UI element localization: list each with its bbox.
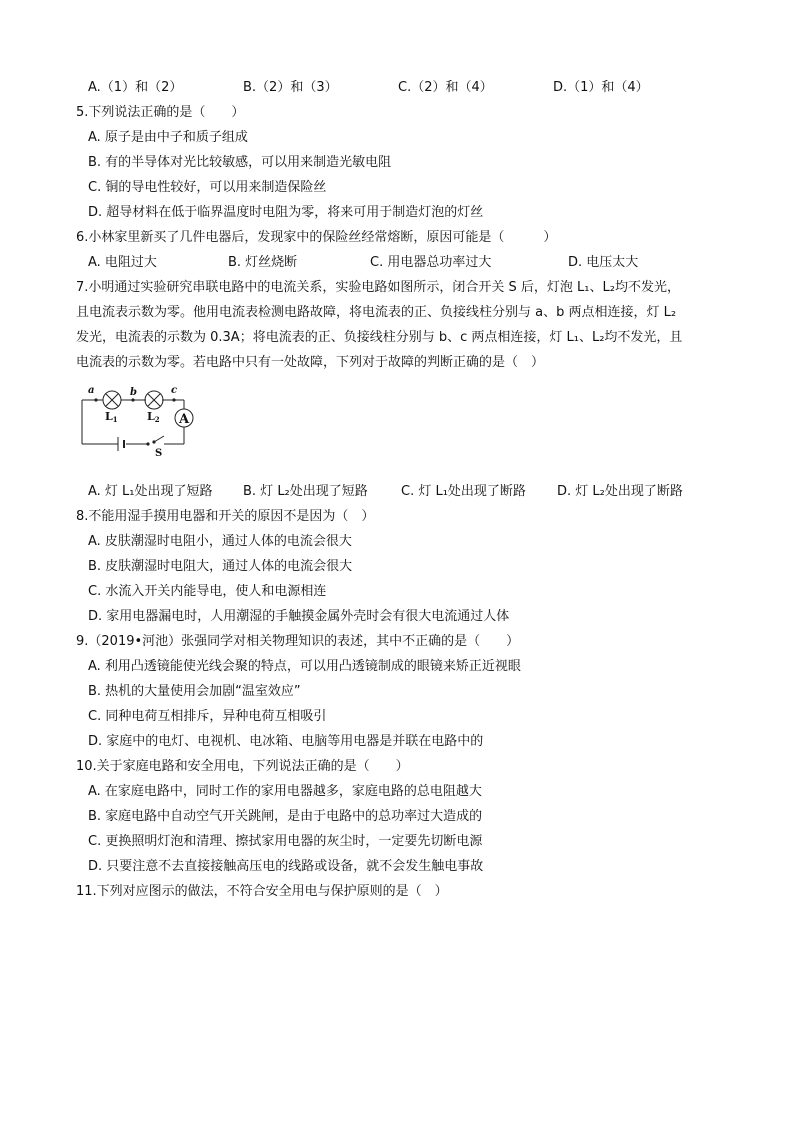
q5-option-d: D. 超导材料在低于临界温度时电阻为零，将来可用于制造灯泡的灯丝 xyxy=(88,205,484,220)
svg-text:A: A xyxy=(178,412,190,427)
node-c-label: c xyxy=(171,385,178,396)
q7-options xyxy=(88,483,683,501)
q7-option-b: B. 灯 L₂处出现了短路 xyxy=(243,484,368,499)
q10-option-a: A. 在家庭电路中，同时工作的家用电器越多，家庭电路的总电阻越大 xyxy=(88,784,482,799)
q7-stem-line4: 电流表的示数为零。若电路中只有一处故障，下列对于故障的判断正确的是（ ） xyxy=(76,355,545,370)
q8-option-c: C. 水流入开关内能导电，使人和电源相连 xyxy=(88,584,327,599)
q4-option-c: C.（2）和（4） xyxy=(398,80,493,95)
lamp-l1-label: L1 xyxy=(105,410,118,424)
q9-option-b: B. 热机的大量使用会加剧“温室效应” xyxy=(88,684,301,699)
q7-stem-line3: 发光，电流表的示数为 0.3A；将电流表的正、负接线柱分别与 b、c 两点相连接，灯 L₁、L₂均不发光，且 xyxy=(76,330,683,345)
lamp-l1-icon xyxy=(103,391,121,409)
q5-option-c: C. 铜的导电性较好，可以用来制造保险丝 xyxy=(88,180,327,195)
q9-stem: 9.（2019•河池）张强同学对相关物理知识的表述，其中不正确的是（ ） xyxy=(76,634,520,649)
q6-option-d: D. 电压太大 xyxy=(568,255,639,270)
q8-option-d: D. 家用电器漏电时，人用潮湿的手触摸金属外壳时会有很大电流通过人体 xyxy=(88,609,510,624)
q10-option-d: D. 只要注意不去直接接触高压电的线路或设备，就不会发生触电事故 xyxy=(88,859,484,874)
q11-stem: 11.下列对应图示的做法，不符合安全用电与保护原则的是（ ） xyxy=(76,884,448,899)
q8-option-b: B. 皮肤潮湿时电阻大，通过人体的电流会很大 xyxy=(88,559,353,574)
q6-option-b: B. 灯丝烧断 xyxy=(228,255,298,270)
q6-option-c: C. 用电器总功率过大 xyxy=(370,255,492,270)
q9-option-d: D. 家庭中的电灯、电视机、电冰箱、电脑等用电器是并联在电路中的 xyxy=(88,734,484,749)
q9-option-a: A. 利用凸透镜能使光线会聚的特点，可以用凸透镜制成的眼镜来矫正近视眼 xyxy=(88,659,521,674)
q4-options xyxy=(88,79,649,97)
node-c xyxy=(172,398,175,401)
q8-stem: 8.不能用湿手摸用电器和开关的原因不是因为（ ） xyxy=(76,509,375,524)
q6-options xyxy=(88,254,638,272)
q5-stem: 5.下列说法正确的是（ ） xyxy=(76,105,245,120)
node-b-label: b xyxy=(130,387,137,398)
circuit-diagram xyxy=(78,382,202,460)
q7-option-a: A. 灯 L₁处出现了短路 xyxy=(88,484,213,499)
q8-option-a: A. 皮肤潮湿时电阻小，通过人体的电流会很大 xyxy=(88,534,352,549)
q4-option-a: A.（1）和（2） xyxy=(88,80,183,95)
q7-option-d: D. 灯 L₂处出现了断路 xyxy=(557,484,683,499)
q4-option-d: D.（1）和（4） xyxy=(553,80,649,95)
q10-option-b: B. 家庭电路中自动空气开关跳闸，是由于电路中的总功率过大造成的 xyxy=(88,809,483,824)
lamp-l2-icon xyxy=(145,391,163,409)
q7-option-c: C. 灯 L₁处出现了断路 xyxy=(401,484,526,499)
q7-stem-line1: 7.小明通过实验研究串联电路中的电流关系，实验电路如图所示，闭合开关 S 后，灯泡 L₁、L₂均不发光， xyxy=(76,280,680,295)
switch-label: S xyxy=(155,448,163,459)
q10-stem: 10.关于家庭电路和安全用电，下列说法正确的是（ ） xyxy=(76,759,409,774)
q5-option-a: A. 原子是由中子和质子组成 xyxy=(88,130,248,145)
lamp-l2-label: L2 xyxy=(147,410,160,424)
node-a-label: a xyxy=(88,385,95,396)
q5-option-b: B. 有的半导体对光比较敏感，可以用来制造光敏电阻 xyxy=(88,155,392,170)
q7-stem-line2: 且电流表示数为零。他用电流表检测电路故障，将电流表的正、负接线柱分别与 a、b 两点相连接，灯 L₂ xyxy=(76,305,677,320)
q6-stem: 6.小林家里新买了几件电器后，发现家中的保险丝经常熔断，原因可能是（ ） xyxy=(76,230,557,245)
ammeter-icon xyxy=(175,409,193,427)
q9-option-c: C. 同种电荷互相排斥，异种电荷互相吸引 xyxy=(88,709,327,724)
node-b xyxy=(131,398,134,401)
q6-option-a: A. 电阻过大 xyxy=(88,255,157,270)
node-a xyxy=(94,398,97,401)
q10-option-c: C. 更换照明灯泡和清理、擦拭家用电器的灰尘时，一定要先切断电源 xyxy=(88,834,483,849)
q4-option-b: B.（2）和（3） xyxy=(243,80,338,95)
